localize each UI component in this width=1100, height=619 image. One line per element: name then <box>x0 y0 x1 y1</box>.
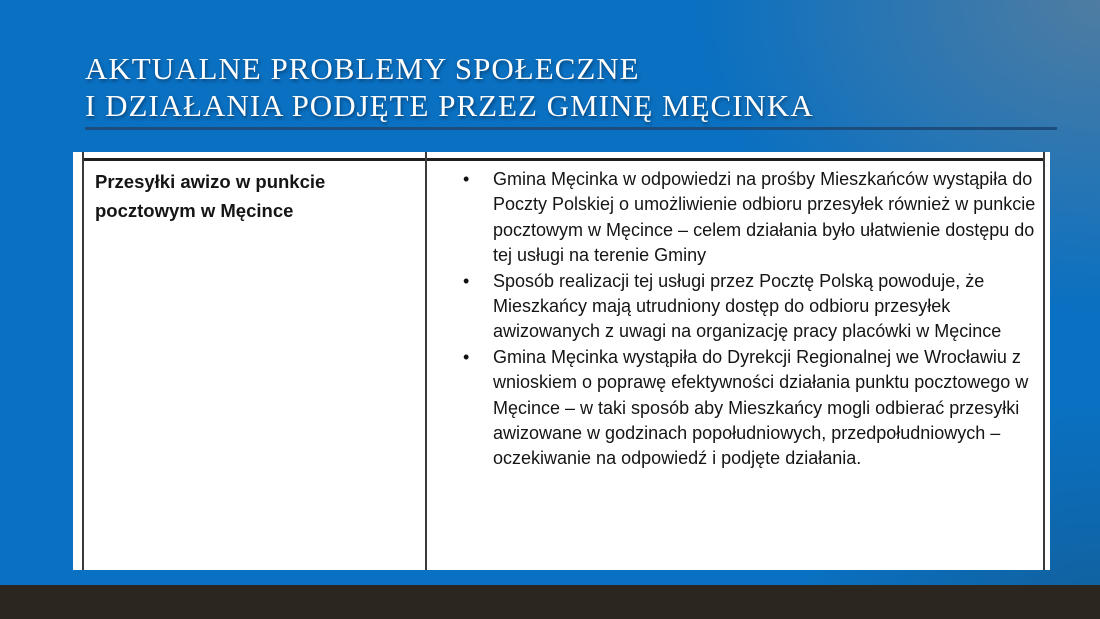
bullet-icon: • <box>463 270 470 291</box>
table-cell-issue <box>84 161 425 225</box>
issues-table <box>82 152 1045 570</box>
list-item <box>427 167 1043 269</box>
list-item <box>427 345 1043 472</box>
slide-title-line-1: AKTUALNE PROBLEMY SPOŁECZNE <box>85 51 640 86</box>
bullet-text: Gmina Męcinka wystąpiła do Dyrekcji Regionalnej we Wrocławiu z wnioskiem o poprawę efektywności działania punktu pocztowego w Męcince – w taki sposób aby Mieszkańcy mogli odbierać przesyłki awizowane w godzinach popołudniowych, przedpołudniowych – oczekiwanie na odpowiedź i podjęte działania. <box>493 346 1029 469</box>
bullet-icon: • <box>463 346 470 367</box>
issue-title: Przesyłki awizo w punkcie pocztowym w Męcince <box>95 171 326 221</box>
bullet-text: Gmina Męcinka w odpowiedzi na prośby Mieszkańców wystąpiła do Poczty Polskiej o umożliwienie odbioru przesyłek również w punkcie pocztowym w Męcince – celem działania było ułatwienie dostępu do tej usługi na terenie Gminy <box>493 169 1036 266</box>
slide-footer-bar <box>0 585 1100 619</box>
bullet-text: Sposób realizacji tej usługi przez Pocztę Polską powoduje, że Mieszkańcy mają utrudniony dostęp do odbioru przesyłek awizowanych z uwagi na organizację pracy placówki w Męcince <box>493 270 1002 342</box>
bullet-icon: • <box>463 169 470 189</box>
slide-title <box>85 50 1057 130</box>
table-cell-actions <box>427 161 1043 472</box>
list-item <box>427 269 1043 345</box>
slide-title-line-2: I DZIAŁANIA PODJĘTE PRZEZ GMINĘ MĘCINKA <box>85 88 814 123</box>
content-panel <box>73 152 1050 570</box>
